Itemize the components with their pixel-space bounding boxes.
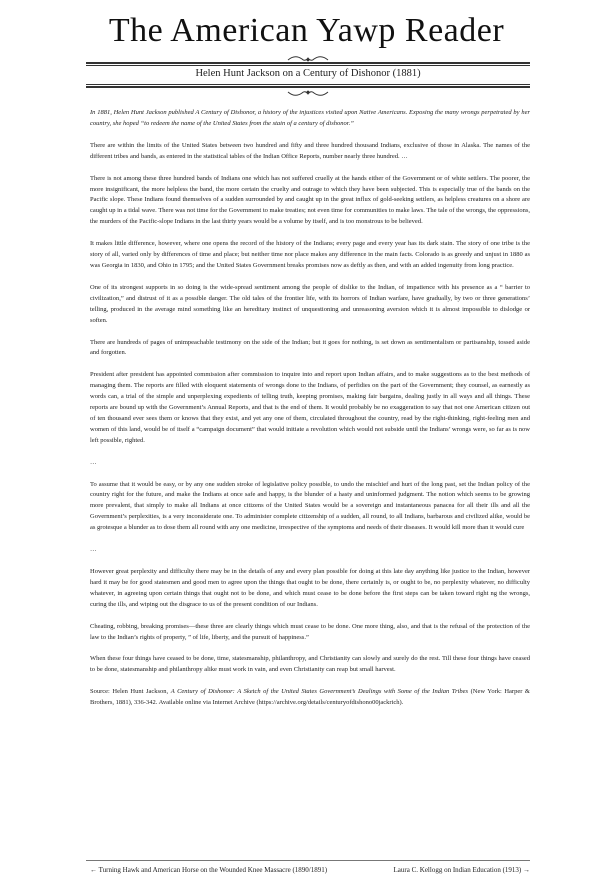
source-book-title: A Century of Dishonor: A Sketch of the United States Government’s Dealings with Some of the Indian Tribes [170, 688, 469, 696]
body-paragraph: Cheating, robbing, breaking promises—these three are clearly things which must cease to be done. One more thing, also, and that is the refusal of the protection of the law to the Indian’s rights of property, ” of life, liberty, and the pursuit of happiness.” [90, 622, 530, 641]
source-suffix: (New York: Harper & Brothers, 1881), 336-342. Available online via Internet Archive (https://archive.org/details/centuryofdishono00jackrich). [90, 688, 530, 707]
ellipsis: … [90, 546, 97, 554]
header-rule-top-thin [86, 65, 530, 66]
ellipsis: … [90, 458, 97, 466]
body-paragraph: When these four things have ceased to be done, time, statesmanship, philanthropy, and Christianity can slowly and surely do the rest. Till these four things have ceased to be done, statesmanship and philanthropy alike must work in vain, and even Christianity can reap but small harvest. [90, 655, 530, 674]
body-paragraph: However great perplexity and difficulty there may be in the details of any and every plan possible for doing at this late day anything like justice to the Indian, however hard it may be for good statesmen and good men to agree upon the things that ought to be done, there certainly is, or ought to be, no perplexity whatever, no difficulty whatever, in agreeing upon certain things that ought not to be done, and which must cease to be done before the first steps can be taken toward right ng the wrongs, curing the ills, and wiping out the disgrace to us of the present condition of our Indians. [90, 568, 530, 608]
next-document-link[interactable]: Laura C. Kellogg on Indian Education (1913) → [393, 866, 530, 874]
source-prefix: Source: Helen Hunt Jackson, [90, 688, 171, 696]
body-paragraph: There are within the limits of the United States between two hundred and fifty and three hundred thousand Indians, exclusive of those in Alaska. The names of the different tribes and bands, as entered in the statistical tables of the Indian Office Reports, number nearly three hundred. … [90, 141, 530, 160]
footer-rule [86, 860, 530, 861]
header-rule-bottom-thin [86, 84, 530, 85]
document-body [90, 108, 530, 709]
header-rule-top [86, 62, 530, 64]
body-paragraph: One of its strongest supports in so doing is the wide-spread sentiment among the people of dislike to the Indian, of impatience with his presence as a “ barrier to civilization,” and distrust of it as a possible danger. The old tales of the frontier life, with its horrors of Indian warfare, have gradually, by two or three generations’ telling, produced in the average mind something like an hereditary instinct of unquestioning and unreasoning aversion which it is almost impossible to dislodge or soften. [90, 283, 530, 324]
body-paragraph: There are hundreds of pages of unimpeachable testimony on the side of the Indian; but it goes for nothing, is set down as sentimentalism or partisanship, tossed aside and forgotten. [90, 338, 530, 357]
document-title: Helen Hunt Jackson on a Century of Dishonor (1881) [195, 68, 421, 79]
body-paragraph: There is not among these three hundred bands of Indians one which has not suffered cruelly at the hands either of the Government or of white settlers. The poorer, the more insignificant, the more helpless the band, the more certain the cruelty and outrage to which they have been subjected. This is especially true of the bands on the Pacific slope. These Indians found themselves of a sudden surrounded by and caught up in the great influx of gold-seeking settlers, as helpless creatures on a shore are caught up in a tidal wave. There was not time for the Government to make treaties; not even time for communities to make laws. The tale of the wrongs, the oppressions, the murders of the Pacific-slope Indians in the last thirty years would be a volume by itself, and is too monstrous to be believed. [90, 174, 530, 226]
body-paragraph: To assume that it would be easy, or by any one sudden stroke of legislative policy possible, to undo the mischief and hurt of the long past, set the Indian policy of the country right for the future, and make the Indians at once safe and happy, is the blunder of a hasty and uninformed judgment. The notion which seems to be growing more prevalent, that simply to make all Indians at once citizens of the United States would be a sovereign and instantaneous panacea for all their ills and all the Government’s perplexities, is a very inconsiderate one. To administer complete citizenship of a sudden, all round, to all Indians, barbarous and civilized alike, would be as grotesque a blunder as to dose them all round with any one medicine, irrespective of the symptoms and needs of their diseases. It would kill more than it would cure [90, 480, 530, 532]
body-paragraph: President after president has appointed commission after commission to inquire into and report upon Indian affairs, and to make suggestions as to the best methods of managing them. The reports are filled with eloquent statements of wrongs done to the Indians, of perfidies on the part of the Government; they counsel, as earnestly as words can, a trial of the simple and unperplexing expedients of telling truth, keeping promises, making fair bargains, dealing justly in all ways and all things. These reports are bound up with the Government’s Annual Reports, and that is the end of them. It would probably be no exaggeration to say that not one American citizen out of ten thousand ever sees them or knows that they exist, and yet any one of them, circulated throughout the country, read by the right-thinking, right-feeling men and women of this land, would be of itself a “campaign document” that would initiate a revolution which would not subside until the Indians’ wrongs were, so far as is now left possible, righted. [90, 371, 530, 444]
ornament-bottom-icon [286, 88, 330, 98]
intro-paragraph: In 1881, Helen Hunt Jackson published A Century of Dishonor, a history of the injustices visited upon Native Americans. Exposing the many wrongs perpetrated by her country, she hoped “to redeem the name of the United States from the stain of a century of dishonor.” [90, 109, 530, 127]
body-paragraph: It makes little difference, however, where one opens the record of the history of the Indians; every page and every year has its dark stain. The story of one tribe is the story of all, varied only by differences of time and place; but neither time nor place makes any difference in the main facts. Colorado is as greedy and unjust in 1880 as was Georgia in 1830, and Ohio in 1795; and the United States Government breaks promises now as deftly as then, and with an added ingenuity from long practice. [90, 240, 530, 269]
previous-document-link[interactable]: ← Turning Hawk and American Horse on the Wounded Knee Massacre (1890/1891) [90, 866, 328, 874]
source-citation [90, 687, 530, 709]
site-title[interactable]: The American Yawp Reader [108, 12, 505, 49]
